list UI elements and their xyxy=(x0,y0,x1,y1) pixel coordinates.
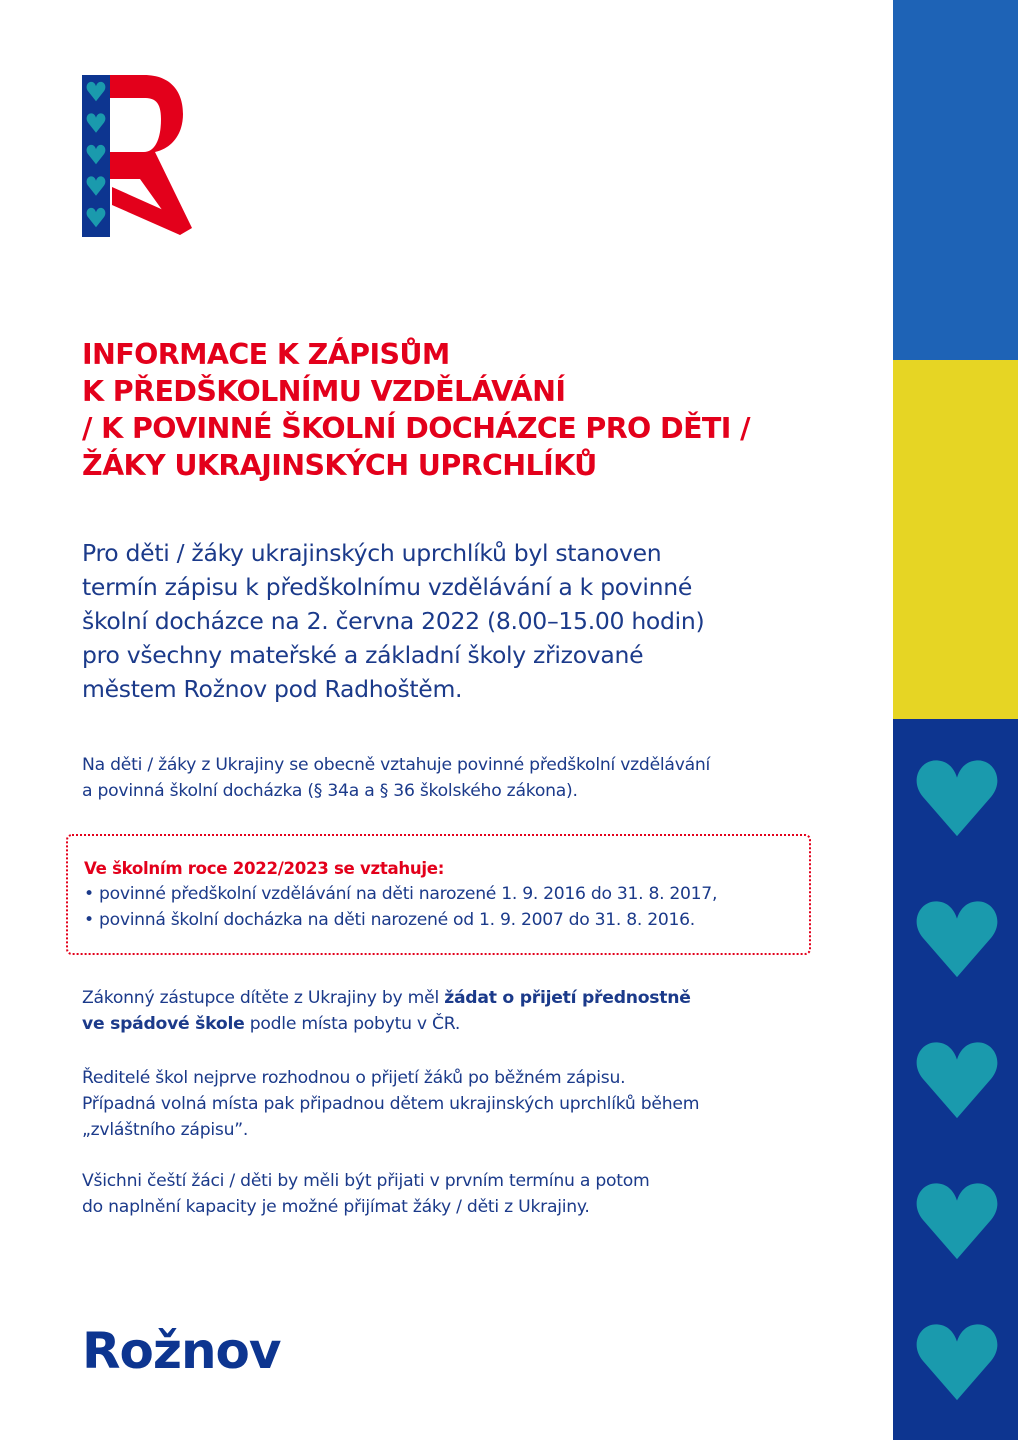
lead-line: městem Rožnov pod Radhoštěm. xyxy=(82,675,463,703)
title-line: ŽÁKY UKRAJINSKÝCH UPRCHLÍKŮ xyxy=(82,449,597,482)
heart-icon xyxy=(914,893,1000,989)
directors-paragraph xyxy=(82,1065,842,1143)
stripe-navy-hearts xyxy=(893,719,1018,1440)
roznov-r-logo-icon xyxy=(82,75,194,237)
title-line: INFORMACE K ZÁPISŮM xyxy=(82,338,450,371)
lead-line: školní docházce na 2. června 2022 (8.00–15.00 hodin) xyxy=(82,607,705,635)
paragraph-line xyxy=(82,1011,842,1037)
heart-icon xyxy=(914,1316,1000,1412)
heart-icon xyxy=(914,1034,1000,1130)
text: podle místa pobytu v ČR. xyxy=(244,1014,461,1034)
lead-paragraph xyxy=(82,536,842,706)
paragraph-line: do naplnění kapacity je možné přijímat žáky / děti z Ukrajiny. xyxy=(82,1197,590,1217)
notice-item: • povinné předškolní vzdělávání na děti narozené 1. 9. 2016 do 31. 8. 2017, xyxy=(84,884,718,904)
notice-item: • povinná školní docházka na děti narozené od 1. 9. 2007 do 31. 8. 2016. xyxy=(84,910,695,930)
priority-paragraph xyxy=(82,1168,842,1220)
paragraph-line: Ředitelé škol nejprve rozhodnou o přijetí žáků po běžném zápisu. xyxy=(82,1068,626,1088)
title-line: K PŘEDŠKOLNÍMU VZDĚLÁVÁNÍ xyxy=(82,375,566,408)
heart-icon xyxy=(914,752,1000,848)
roznov-wordmark: Rožnov xyxy=(82,1322,281,1380)
paragraph-line xyxy=(82,985,842,1011)
paragraph-line: „zvláštního zápisu”. xyxy=(82,1120,249,1140)
paragraph-line: Na děti / žáky z Ukrajiny se obecně vztahuje povinné předškolní vzdělávání xyxy=(82,755,711,775)
lead-line: pro všechny mateřské a základní školy zřizované xyxy=(82,641,644,669)
emphasis-text: žádat o přijetí přednostně xyxy=(444,988,691,1008)
title-line: / K POVINNÉ ŠKOLNÍ DOCHÁZCE PRO DĚTI / xyxy=(82,412,750,445)
stripe-blue xyxy=(893,0,1018,360)
stripe-yellow xyxy=(893,360,1018,719)
paragraph-line: Případná volná místa pak připadnou dětem ukrajinských uprchlíků během xyxy=(82,1094,700,1114)
obligation-paragraph xyxy=(82,752,842,804)
paragraph-line: Všichni čeští žáci / děti by měli být přijati v prvním termínu a potom xyxy=(82,1171,650,1191)
emphasis-text: ve spádové škole xyxy=(82,1014,245,1034)
heart-icon xyxy=(914,1175,1000,1271)
lead-line: Pro děti / žáky ukrajinských uprchlíků byl stanoven xyxy=(82,539,662,567)
page-title xyxy=(82,336,750,484)
text: Zákonný zástupce dítěte z Ukrajiny by měl xyxy=(82,988,445,1008)
notice-box xyxy=(66,834,811,955)
notice-heading: Ve školním roce 2022/2023 se vztahuje: xyxy=(84,859,445,878)
paragraph-line: a povinná školní docházka (§ 34a a § 36 školského zákona). xyxy=(82,781,578,801)
lead-line: termín zápisu k předškolnímu vzdělávání a k povinné xyxy=(82,573,692,601)
guardian-paragraph xyxy=(82,985,842,1037)
